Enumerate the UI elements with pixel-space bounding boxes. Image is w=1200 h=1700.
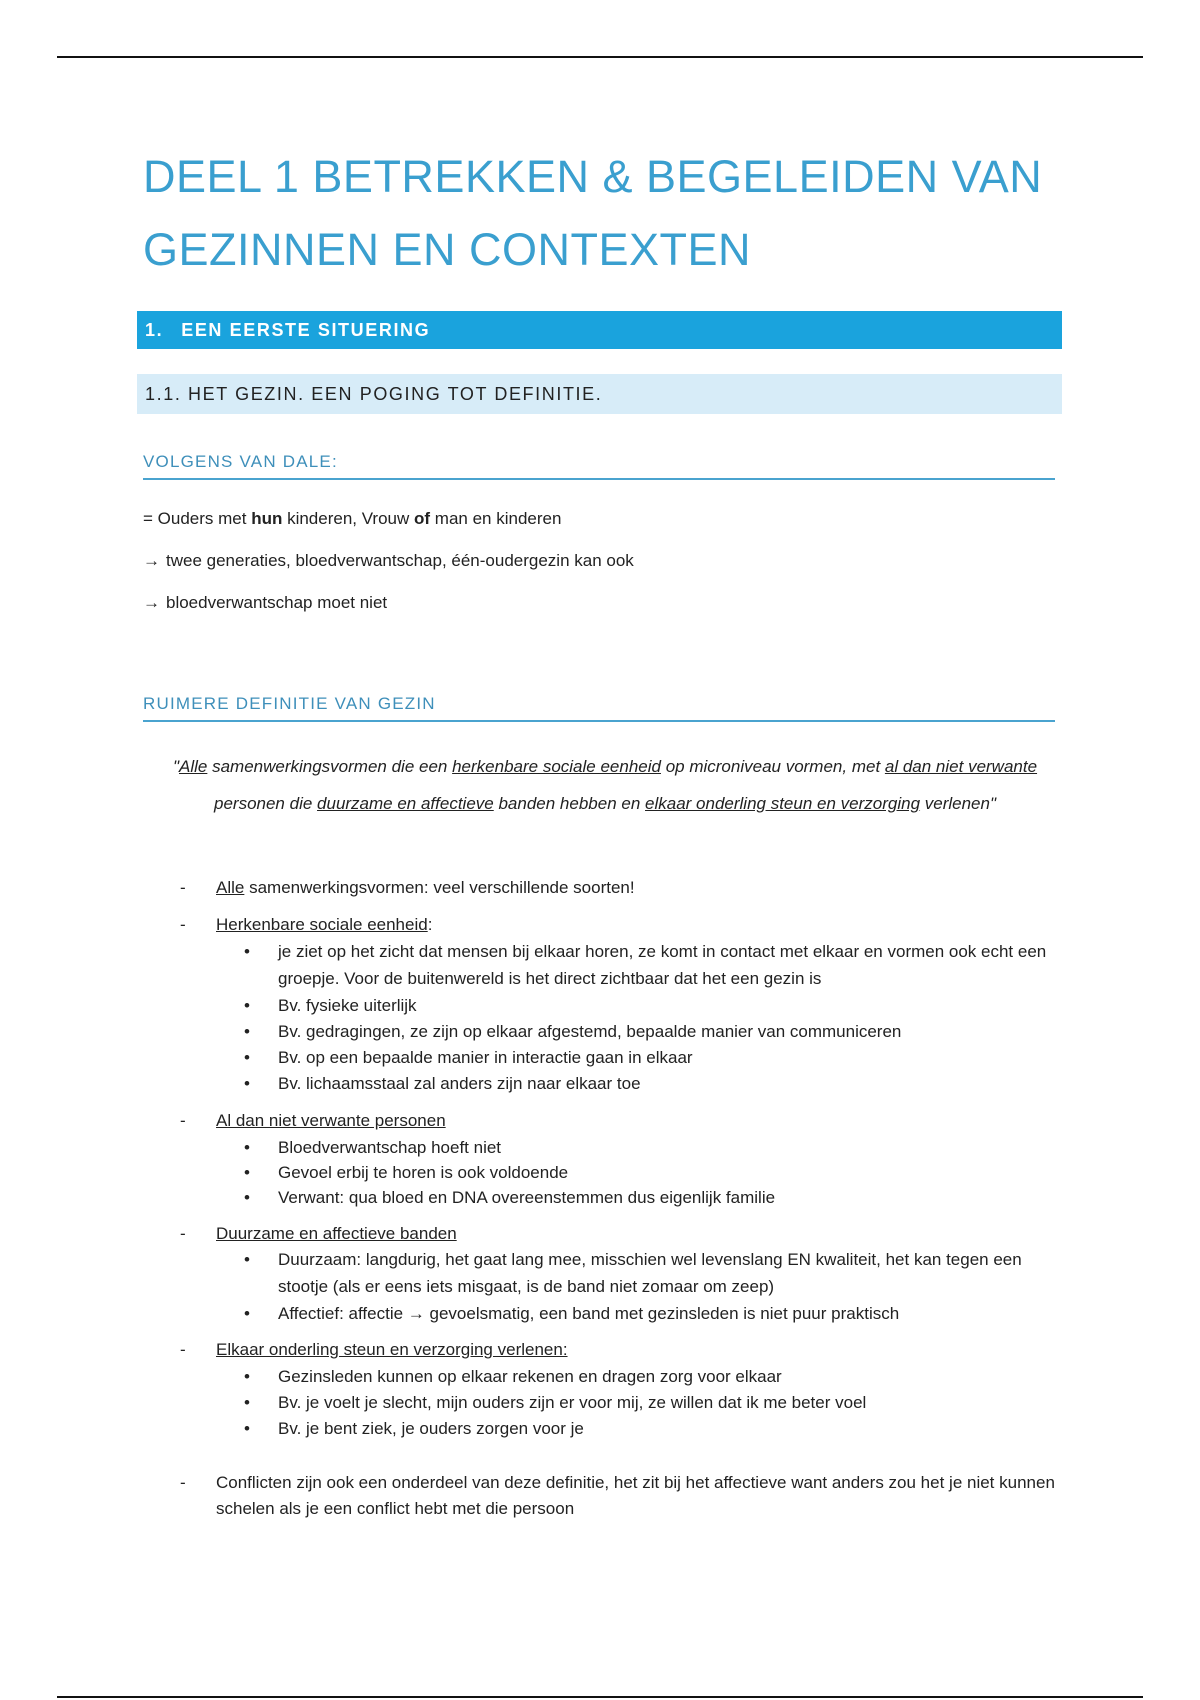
list-item-text: Al dan niet verwante personen (216, 1111, 446, 1130)
bullet-icon: • (244, 942, 250, 961)
bold-text: of (414, 509, 431, 528)
sub-item-text: Gevoel erbij te horen is ook voldoende (278, 1163, 569, 1182)
van-dale-line-2 (143, 549, 634, 573)
dash-bullet: - (180, 1340, 186, 1359)
sub-item-text: Verwant: qua bloed en DNA overeenstemmen dus eigenlijk familie (278, 1188, 776, 1207)
sub-item-text: Bv. op een bepaalde manier in interactie gaan in elkaar (278, 1048, 693, 1067)
text-run: = Ouders met (143, 509, 252, 528)
sub-item-text: Bv. lichaamsstaal zal anders zijn naar elkaar toe (278, 1074, 641, 1093)
bullet-icon: • (244, 1393, 250, 1412)
arrow-icon: → (143, 551, 160, 570)
text-run: samenwerkingsvormen: veel verschillende soorten! (244, 878, 635, 897)
sub-item-text: Gezinsleden kunnen op elkaar rekenen en dragen zorg voor elkaar (278, 1367, 782, 1386)
list-item-text: Elkaar onderling steun en verzorging verlenen: (216, 1340, 568, 1359)
text-run: man en kinderen (430, 509, 562, 528)
dash-bullet: - (180, 1111, 186, 1130)
underlined-text: Alle (216, 878, 245, 897)
quote-mark: " (172, 757, 179, 776)
text-run: verlenen" (920, 794, 996, 813)
van-dale-heading: VOLGENS VAN DALE: (143, 450, 1055, 480)
text-run: kinderen, Vrouw (282, 509, 415, 528)
ruimere-definitie-heading: RUIMERE DEFINITIE VAN GEZIN (143, 692, 1055, 722)
title-line-1: DEEL 1 BETREKKEN & BEGELEIDEN VAN (143, 151, 1043, 202)
bullet-icon: • (244, 1419, 250, 1438)
list-item-text: Conflicten zijn ook een onderdeel van deze definitie, het zit bij het affectieve want anders zou het je niet kunnen schelen als je een conflict hebt met die persoon (216, 1473, 1055, 1518)
arrow-icon: → (143, 593, 160, 612)
text-run: bloedverwantschap moet niet (166, 593, 388, 612)
bullet-icon: • (244, 1138, 250, 1157)
underlined-text: elkaar onderling steun en verzorging (645, 794, 921, 813)
text-run: twee generaties, bloedverwantschap, één-oudergezin kan ook (166, 551, 634, 570)
section-1-number: 1. (145, 320, 164, 340)
underlined-text: al dan niet verwante (884, 757, 1038, 776)
bullet-icon: • (244, 1074, 250, 1093)
footer-rule (57, 1696, 1143, 1698)
sub-item-text: Bv. fysieke uiterlijk (278, 996, 417, 1015)
bullet-icon: • (244, 1250, 250, 1269)
section-1-heading (137, 311, 1062, 349)
header-rule (57, 56, 1143, 58)
bullet-icon: • (244, 1304, 250, 1323)
sub-item-text: Bv. gedragingen, ze zijn op elkaar afgestemd, bepaalde manier van communiceren (278, 1022, 902, 1041)
list-item-text (216, 912, 1061, 938)
list-item-text: Duurzame en affectieve banden (216, 1224, 457, 1243)
bullet-icon: • (244, 1367, 250, 1386)
dash-bullet: - (180, 1473, 186, 1492)
text-run: samenwerkingsvormen die een (207, 757, 453, 776)
section-1-1-heading: 1.1. HET GEZIN. EEN POGING TOT DEFINITIE. (137, 374, 1062, 414)
text-run: op microniveau vormen, met (660, 757, 885, 776)
sub-item-text: je ziet op het zicht dat mensen bij elkaar horen, ze komt in contact met elkaar en vormen ook echt een groepje. Voor de buitenwereld is het direct zichtbaar dat het een gezin is (278, 942, 1047, 988)
bullet-icon: • (244, 1048, 250, 1067)
title-line-2: GEZINNEN EN CONTEXTEN (143, 224, 752, 275)
bold-text: hun (251, 509, 283, 528)
underlined-text: duurzame en affectieve (317, 794, 494, 813)
sub-item-text: Bloedverwantschap hoeft niet (278, 1138, 502, 1157)
bullet-icon: • (244, 996, 250, 1015)
bullet-icon: • (244, 1022, 250, 1041)
dash-bullet: - (180, 1224, 186, 1243)
underlined-text: herkenbare sociale eenheid (452, 757, 661, 776)
text-run: banden hebben en (493, 794, 646, 813)
definition-quote (165, 748, 1045, 822)
sub-item-text: Affectief: affectie → gevoelsmatig, een band met gezinsleden is niet puur praktisch (278, 1304, 900, 1323)
bullet-icon: • (244, 1163, 250, 1182)
sub-item-text: Duurzaam: langdurig, het gaat lang mee, misschien wel levenslang EN kwaliteit, het kan tegen een stootje (als er eens iets misgaat, is de band niet zomaar om zeep) (278, 1250, 1022, 1296)
document-title (143, 140, 1063, 286)
underlined-text: Herkenbare sociale eenheid (216, 915, 428, 934)
text-run: personen die (214, 794, 318, 813)
text-run: : (427, 915, 433, 934)
bullet-icon: • (244, 1188, 250, 1207)
sub-item-text: Bv. je bent ziek, je ouders zorgen voor je (278, 1419, 584, 1438)
dash-bullet: - (180, 915, 186, 934)
van-dale-line-3 (143, 591, 387, 615)
section-1-label: EEN EERSTE SITUERING (181, 320, 431, 340)
list-item-text (216, 875, 1061, 901)
dash-bullet: - (180, 878, 186, 897)
van-dale-line-1 (143, 507, 561, 531)
sub-item-text: Bv. je voelt je slecht, mijn ouders zijn er voor mij, ze willen dat ik me beter voel (278, 1393, 867, 1412)
underlined-text: Alle (179, 757, 208, 776)
